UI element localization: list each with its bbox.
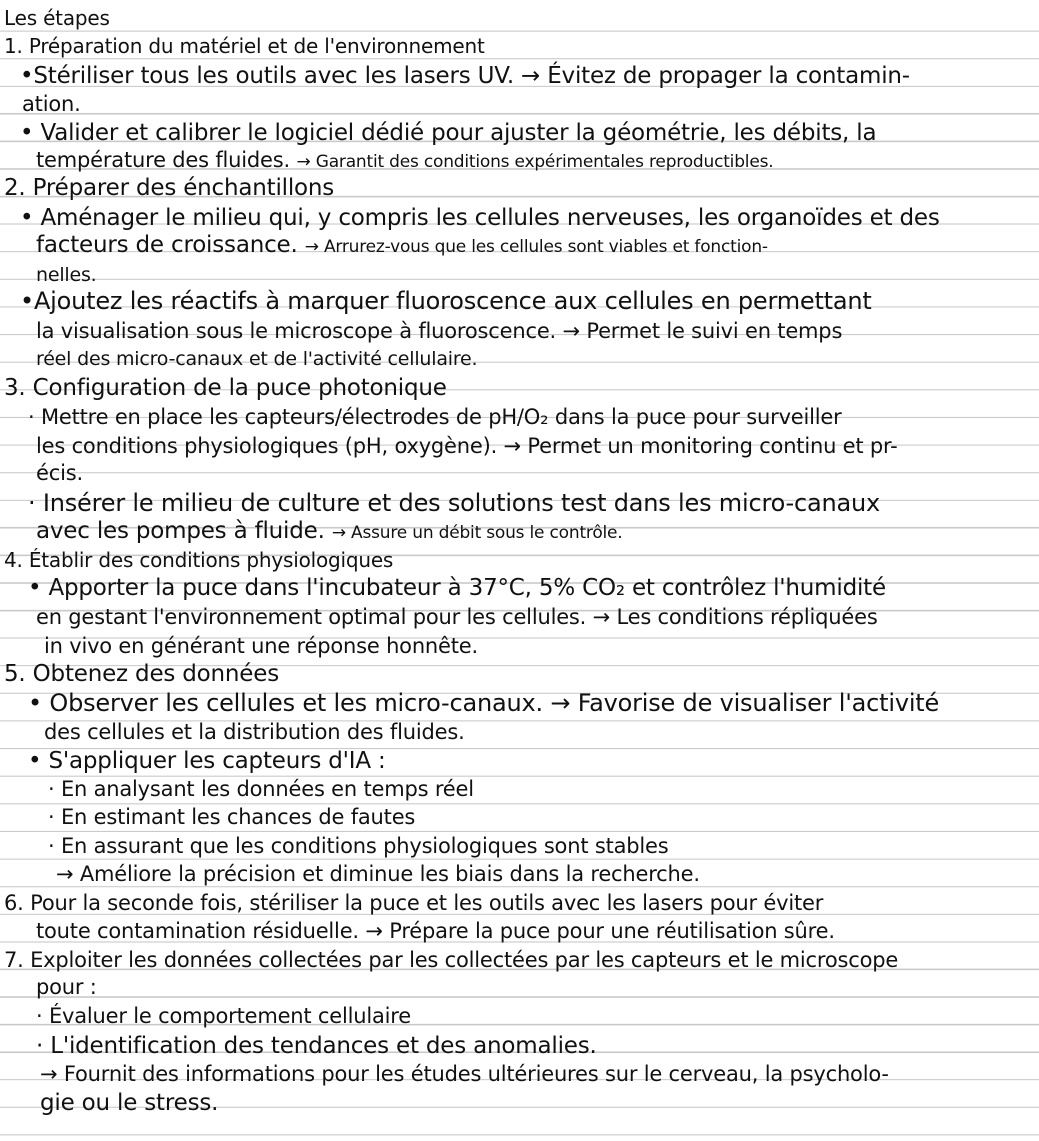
note-line [36,318,842,344]
note-line [20,205,940,231]
line-text: • Valider et calibrer le logiciel dédié pour ajuster la géométrie, les débits, la [20,120,877,146]
note-line [56,861,700,887]
line-text: 5. Obtenez des données [4,661,279,687]
note-line [36,1003,411,1029]
line-text: en gestant l'environnement optimal pour les cellules. → Les conditions répliquées [36,605,878,629]
note-line [4,33,485,59]
line-text: écis. [36,461,83,485]
note-line [28,490,880,516]
line-text: •Stériliser tous les outils avec les lasers UV. → Évitez de propager la contamin- [20,63,910,89]
line-text: toute contamination résiduelle. → Prépare la puce pour une réutilisation sûre. [36,919,835,943]
note-line [36,460,83,486]
note-line [36,974,97,1000]
line-text: température des fluides. [36,148,297,172]
note-line [20,288,872,314]
line-text: → Améliore la précision et diminue les biais dans la recherche. [56,862,700,886]
line-text: des cellules et la distribution des fluides. [44,720,465,744]
line-text: • Apporter la puce dans l'incubateur à 37°C, 5% CO₂ et contrôlez l'humidité [28,575,886,601]
note-line [4,175,334,201]
note-line [36,1033,597,1059]
note-line [48,804,415,830]
line-text: • Aménager le milieu qui, y compris les cellules nerveuses, les organoïdes et des [20,205,940,231]
line-text: • Observer les cellules et les micro-canaux. → Favorise de visualiser l'activité [28,689,940,717]
note-line [4,661,279,687]
line-text: pour : [36,975,97,999]
line-text: gie ou le stress. [40,1090,219,1116]
note-line [36,518,623,546]
line-text: •Ajoutez les réactifs à marquer fluoroscence aux cellules en permettant [20,287,872,315]
note-line [20,63,910,89]
line-text: · En assurant que les conditions physiologiques sont stables [48,834,669,858]
note-line [28,575,886,601]
line-text: 2. Préparer des énchantillons [4,175,335,201]
note-line [48,776,474,802]
line-text: la visualisation sous le microscope à fluoroscence. → Permet le suivi en temps [36,319,843,343]
note-line [4,375,447,401]
note-line [36,346,477,372]
line-text: · Évaluer le comportement cellulaire [36,1004,412,1028]
line-text: · Mettre en place les capteurs/électrodes de pH/O₂ dans la puce pour surveiller [28,405,842,429]
line-text: 7. Exploiter les données collectées par les collectées par les capteurs et le microscope [4,948,899,972]
note-line [40,1090,218,1116]
line-text: · Insérer le milieu de culture et des solutions test dans les micro-canaux [28,489,881,517]
line-tail: → Garantit des conditions expérimentales reproductibles. [296,152,774,172]
note-line [44,633,478,659]
note-line [4,890,823,916]
line-text: 3. Configuration de la puce photonique [4,375,447,401]
note-line [40,1061,889,1087]
line-text: nelles. [36,264,97,286]
line-text: Les étapes [4,6,110,30]
line-text: les conditions physiologiques (pH, oxygène). → Permet un monitoring continu et pr- [36,434,898,458]
note-line [36,232,768,260]
note-line [4,547,393,573]
note-line [48,833,669,859]
line-text: facteurs de croissance. [36,232,305,258]
line-text: 4. Établir des conditions physiologiques [4,548,394,572]
line-text: · En analysant les données en temps réel [48,777,474,801]
note-line [20,120,876,146]
line-text: ation. [22,92,81,116]
line-text: · L'identification des tendances et des anomalies. [36,1033,597,1059]
note-line [36,262,97,288]
note-line [28,748,386,774]
note-line [4,947,898,973]
note-line [36,918,835,944]
note-line [22,91,81,117]
note-line [36,604,878,630]
line-text: réel des micro-canaux et de l'activité cellulaire. [36,348,478,370]
note-line [36,147,773,175]
line-text: avec les pompes à fluide. [36,518,332,544]
line-text: • S'appliquer les capteurs d'IA : [28,748,386,774]
line-text: in vivo en générant une réponse honnête. [44,634,478,658]
line-tail: → Assure un débit sous le contrôle. [331,523,623,543]
line-text: 6. Pour la seconde fois, stériliser la puce et les outils avec les lasers pour éviter [4,891,824,915]
note-line [28,690,939,716]
line-text: · En estimant les chances de fautes [48,805,416,829]
line-text: → Fournit des informations pour les études ultérieures sur le cerveau, la psycholo- [40,1062,889,1086]
line-text: 1. Préparation du matériel et de l'environnement [4,34,485,58]
note-line [4,5,110,31]
note-line [36,433,898,459]
note-line [28,404,842,430]
line-tail: → Arrurez-vous que les cellules sont viables et fonction- [304,237,768,257]
note-line [44,719,465,745]
